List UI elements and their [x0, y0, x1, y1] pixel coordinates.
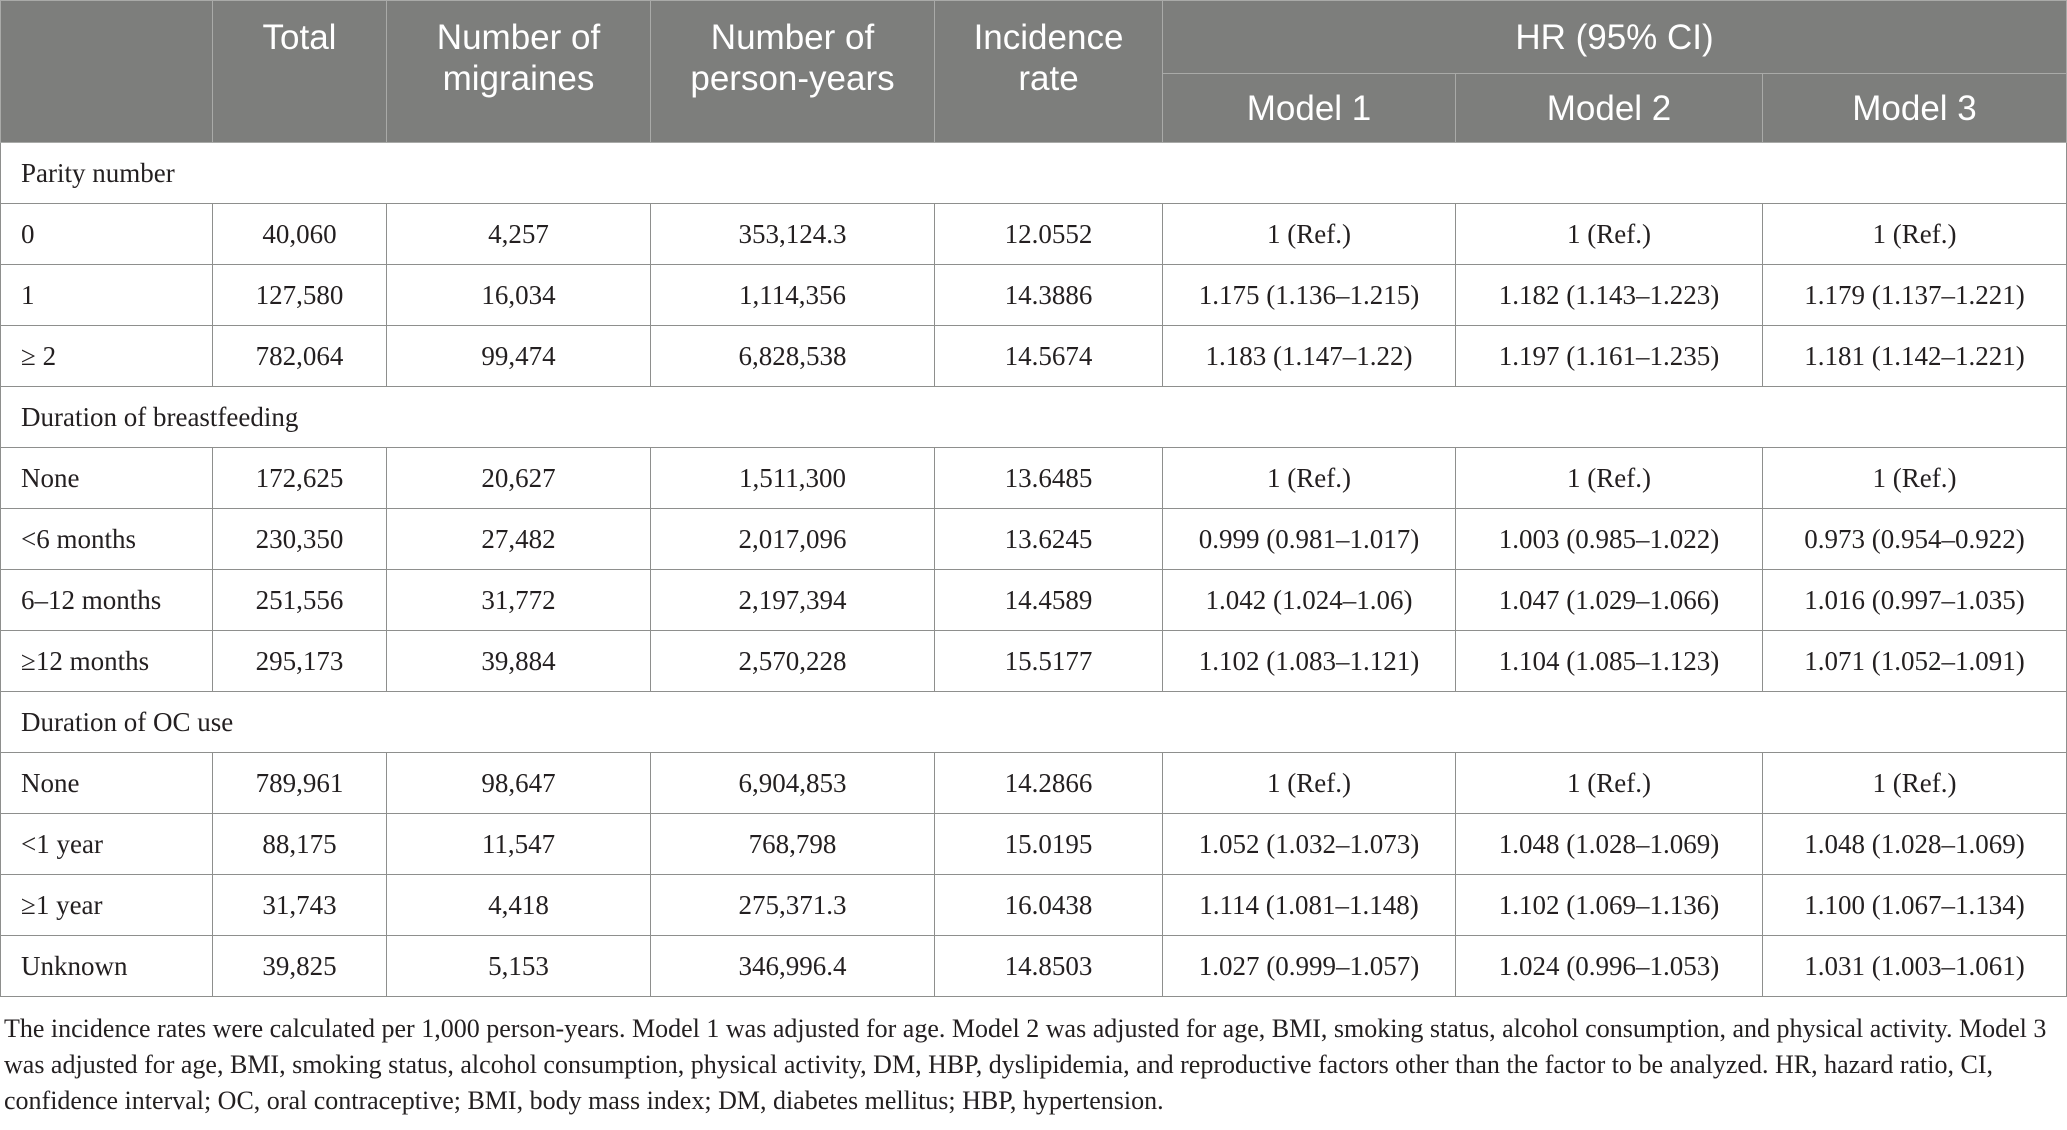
cell-incidence-rate: 14.8503: [935, 936, 1163, 997]
cell-total: 88,175: [213, 814, 387, 875]
cell-total: 295,173: [213, 631, 387, 692]
cell-migraines: 11,547: [387, 814, 651, 875]
cell-person-years: 2,017,096: [651, 509, 935, 570]
cell-person-years: 6,828,538: [651, 326, 935, 387]
cell-person-years: 346,996.4: [651, 936, 935, 997]
cell-model-3: 1.048 (1.028–1.069): [1763, 814, 2067, 875]
cell-model-2: 1.003 (0.985–1.022): [1456, 509, 1763, 570]
section-header-row: [1, 692, 2067, 753]
cell-migraines: 39,884: [387, 631, 651, 692]
cell-incidence-rate: 14.4589: [935, 570, 1163, 631]
table-header: [1, 1, 2067, 143]
cell-person-years: 1,511,300: [651, 448, 935, 509]
row-label: <1 year: [1, 814, 213, 875]
cell-model-2: 1.048 (1.028–1.069): [1456, 814, 1763, 875]
cell-total: 31,743: [213, 875, 387, 936]
row-label: None: [1, 753, 213, 814]
cell-model-2: 1.197 (1.161–1.235): [1456, 326, 1763, 387]
cell-model-3: 1.071 (1.052–1.091): [1763, 631, 2067, 692]
cell-total: 789,961: [213, 753, 387, 814]
cell-incidence-rate: 14.3886: [935, 265, 1163, 326]
cell-person-years: 275,371.3: [651, 875, 935, 936]
header-model-1: Model 1: [1163, 73, 1456, 143]
header-model-2: Model 2: [1456, 73, 1763, 143]
cell-model-1: 1.175 (1.136–1.215): [1163, 265, 1456, 326]
table-row: [1, 509, 2067, 570]
cell-incidence-rate: 14.2866: [935, 753, 1163, 814]
cell-migraines: 5,153: [387, 936, 651, 997]
cell-incidence-rate: 14.5674: [935, 326, 1163, 387]
cell-migraines: 4,257: [387, 204, 651, 265]
row-label: Unknown: [1, 936, 213, 997]
cell-model-1: 1 (Ref.): [1163, 204, 1456, 265]
cell-total: 172,625: [213, 448, 387, 509]
cell-model-3: 1 (Ref.): [1763, 448, 2067, 509]
cell-incidence-rate: 16.0438: [935, 875, 1163, 936]
cell-model-2: 1.047 (1.029–1.066): [1456, 570, 1763, 631]
table-row: [1, 814, 2067, 875]
cell-model-1: 1.052 (1.032–1.073): [1163, 814, 1456, 875]
cell-model-1: 1.102 (1.083–1.121): [1163, 631, 1456, 692]
cell-person-years: 2,197,394: [651, 570, 935, 631]
table-row: [1, 570, 2067, 631]
cell-person-years: 6,904,853: [651, 753, 935, 814]
cell-model-2: 1.024 (0.996–1.053): [1456, 936, 1763, 997]
table-row: [1, 448, 2067, 509]
cell-model-1: 1 (Ref.): [1163, 448, 1456, 509]
cell-total: 251,556: [213, 570, 387, 631]
section-title: Duration of OC use: [1, 692, 2067, 753]
cell-model-2: 1 (Ref.): [1456, 204, 1763, 265]
cell-total: 127,580: [213, 265, 387, 326]
cell-person-years: 768,798: [651, 814, 935, 875]
cell-person-years: 2,570,228: [651, 631, 935, 692]
row-label: <6 months: [1, 509, 213, 570]
row-label: 0: [1, 204, 213, 265]
table-body: [1, 143, 2067, 997]
row-label: 1: [1, 265, 213, 326]
section-header-row: [1, 387, 2067, 448]
row-label: 6–12 months: [1, 570, 213, 631]
cell-model-3: 0.973 (0.954–0.922): [1763, 509, 2067, 570]
cell-model-3: 1.031 (1.003–1.061): [1763, 936, 2067, 997]
cell-migraines: 20,627: [387, 448, 651, 509]
cell-model-3: 1 (Ref.): [1763, 753, 2067, 814]
header-migraines: Number of migraines: [387, 1, 651, 143]
section-title: Duration of breastfeeding: [1, 387, 2067, 448]
cell-migraines: 4,418: [387, 875, 651, 936]
row-label: ≥ 2: [1, 326, 213, 387]
cell-incidence-rate: 13.6245: [935, 509, 1163, 570]
cell-migraines: 27,482: [387, 509, 651, 570]
table-row: [1, 204, 2067, 265]
table-row: [1, 326, 2067, 387]
cell-total: 40,060: [213, 204, 387, 265]
cell-model-1: 0.999 (0.981–1.017): [1163, 509, 1456, 570]
cell-total: 39,825: [213, 936, 387, 997]
header-hr-group: HR (95% CI): [1163, 1, 2067, 74]
header-total: Total: [213, 1, 387, 143]
header-blank: [1, 1, 213, 143]
cell-model-3: 1.016 (0.997–1.035): [1763, 570, 2067, 631]
section-header-row: [1, 143, 2067, 204]
cell-total: 782,064: [213, 326, 387, 387]
row-label: None: [1, 448, 213, 509]
cell-incidence-rate: 12.0552: [935, 204, 1163, 265]
cell-model-3: 1.179 (1.137–1.221): [1763, 265, 2067, 326]
cell-model-2: 1 (Ref.): [1456, 753, 1763, 814]
cell-person-years: 353,124.3: [651, 204, 935, 265]
cell-person-years: 1,114,356: [651, 265, 935, 326]
row-label: ≥1 year: [1, 875, 213, 936]
cell-migraines: 98,647: [387, 753, 651, 814]
table-row: [1, 265, 2067, 326]
cell-model-1: 1.114 (1.081–1.148): [1163, 875, 1456, 936]
cell-model-1: 1.042 (1.024–1.06): [1163, 570, 1456, 631]
cell-model-1: 1 (Ref.): [1163, 753, 1456, 814]
row-label: ≥12 months: [1, 631, 213, 692]
cell-model-2: 1.182 (1.143–1.223): [1456, 265, 1763, 326]
cell-total: 230,350: [213, 509, 387, 570]
table-row: [1, 875, 2067, 936]
cell-incidence-rate: 15.0195: [935, 814, 1163, 875]
table-footnote: The incidence rates were calculated per 1,000 person-years. Model 1 was adjusted for age. Model 2 was adjusted for age, BMI, smoking status, alcohol consumption, and physical activity. Model 3 was adjusted for age, BMI, smoking status, alcohol consumption, physical activity, DM, HBP, dyslipidemia, and reproductive factors other than the factor to be analyzed. HR, hazard ratio, CI, confidence interval; OC, oral contraceptive; BMI, body mass index; DM, diabetes mellitus; HBP, hypertension.: [4, 1014, 2047, 1115]
cell-model-2: 1.102 (1.069–1.136): [1456, 875, 1763, 936]
table-row: [1, 936, 2067, 997]
cell-incidence-rate: 15.5177: [935, 631, 1163, 692]
cell-model-3: 1.181 (1.142–1.221): [1763, 326, 2067, 387]
header-person-years: Number of person-years: [651, 1, 935, 143]
cell-model-1: 1.027 (0.999–1.057): [1163, 936, 1456, 997]
cell-model-3: 1.100 (1.067–1.134): [1763, 875, 2067, 936]
table-row: [1, 631, 2067, 692]
cell-model-2: 1.104 (1.085–1.123): [1456, 631, 1763, 692]
cell-model-2: 1 (Ref.): [1456, 448, 1763, 509]
header-model-3: Model 3: [1763, 73, 2067, 143]
header-incidence-rate: Incidence rate: [935, 1, 1163, 143]
cell-migraines: 99,474: [387, 326, 651, 387]
cell-migraines: 16,034: [387, 265, 651, 326]
table-row: [1, 753, 2067, 814]
cell-model-3: 1 (Ref.): [1763, 204, 2067, 265]
section-title: Parity number: [1, 143, 2067, 204]
cell-model-1: 1.183 (1.147–1.22): [1163, 326, 1456, 387]
cell-migraines: 31,772: [387, 570, 651, 631]
cell-incidence-rate: 13.6485: [935, 448, 1163, 509]
